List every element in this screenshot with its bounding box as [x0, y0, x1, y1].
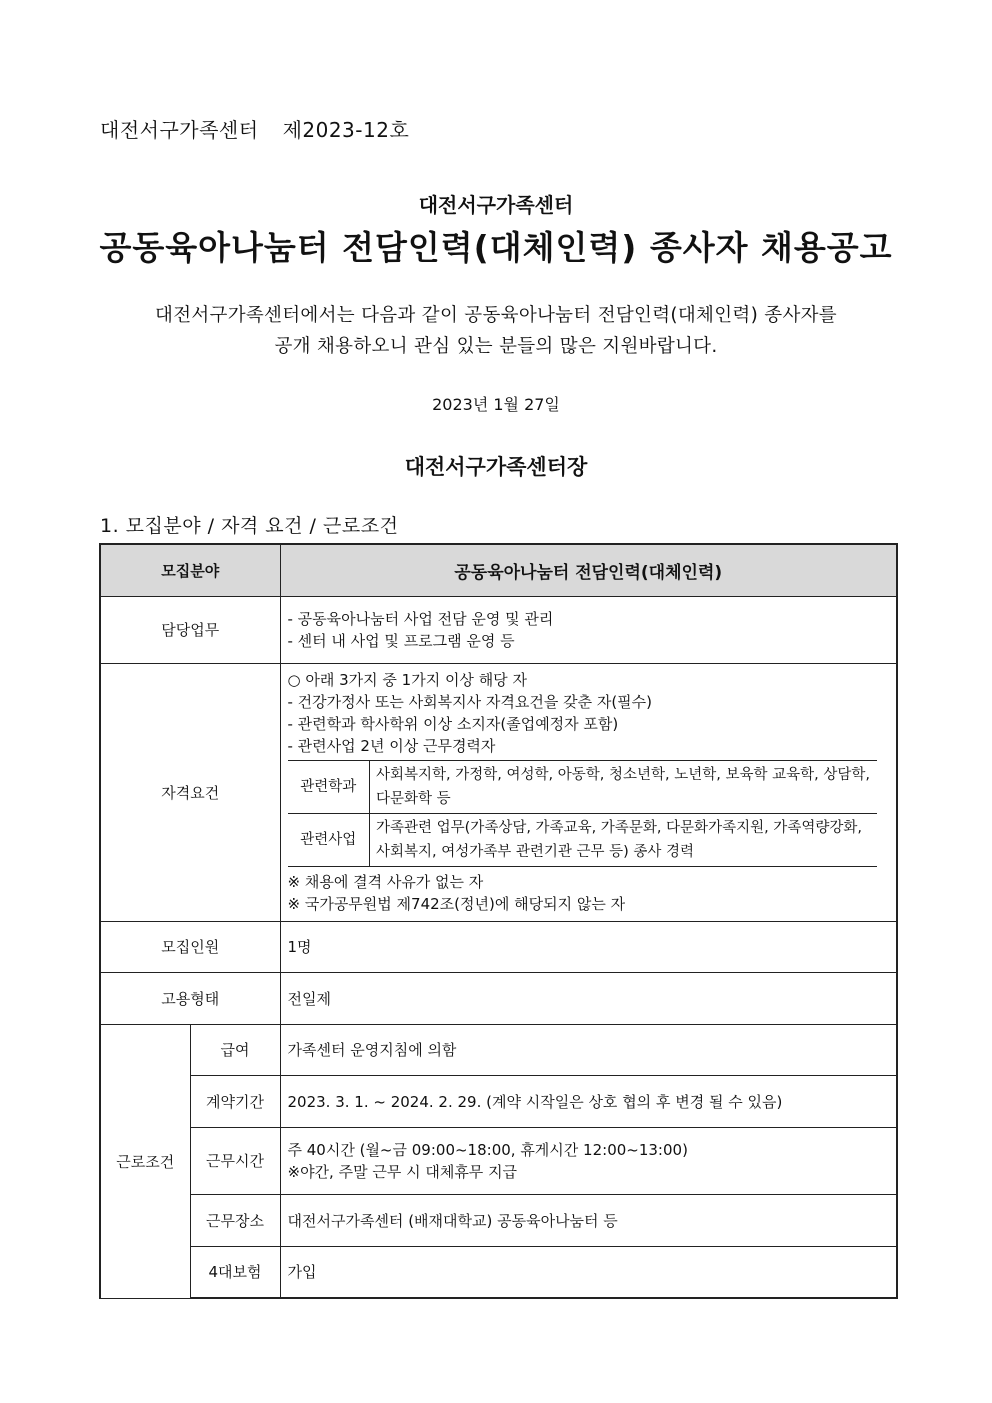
document-number: [100, 114, 409, 143]
qualification-note: ※ 채용에 결격 사유가 없는 자: [287, 873, 484, 891]
qualification-note: ※ 국가공무원법 제742조(정년)에 해당되지 않는 자: [287, 895, 626, 913]
hours-value: [280, 1127, 897, 1194]
salary-label: 급여: [190, 1024, 280, 1075]
place-label: 근무장소: [190, 1194, 280, 1246]
salary-value: 가족센터 운영지침에 의함: [280, 1024, 897, 1075]
related-fields-table: [288, 760, 877, 867]
header-label-cell: 모집분야: [100, 544, 280, 596]
signer: 대전서구가족센터장: [404, 455, 588, 479]
conditions-label: 근로조건: [100, 1024, 190, 1298]
intro-paragraph: [60, 300, 932, 362]
contract-label: 계약기간: [190, 1075, 280, 1127]
related-biz-value: 가족관련 업무(가족상담, 가족교육, 가족문화, 다문화가족지원, 가족역량강화, 사회복지, 여성가족부 관련기관 근무 등) 종사 경력: [370, 814, 877, 867]
duty-item: - 공동육아나눔터 사업 전담 운영 및 관리: [287, 609, 554, 628]
related-biz-label: 관련사업: [288, 814, 370, 867]
contract-value: 2023. 3. 1. ~ 2024. 2. 29. (계약 시작일은 상호 협의 후 변경 될 수 있음): [280, 1075, 897, 1127]
hours-label: 근무시간: [190, 1127, 280, 1194]
employment-type-value: 전일제: [280, 972, 897, 1024]
duties-value: [280, 596, 897, 663]
recruitment-table: [99, 543, 898, 1299]
intro-line-2: 공개 채용하오니 관심 있는 분들의 많은 지원바랍니다.: [274, 336, 718, 357]
announcement-date: 2023년 1월 27일: [432, 395, 560, 414]
related-dept-value: 사회복지학, 가정학, 여성학, 아동학, 청소년학, 노년학, 보육학 교육학, 상담학, 다문화학 등: [370, 761, 877, 814]
headcount-label: 모집인원: [100, 921, 280, 972]
page-title: 공동육아나눔터 전담인력(대체인력) 종사자 채용공고: [99, 228, 893, 267]
insurance-value: 가입: [280, 1246, 897, 1298]
section-heading: 1. 모집분야 / 자격 요건 / 근로조건: [100, 515, 399, 537]
related-dept-label: 관련학과: [288, 761, 370, 814]
intro-line-1: 대전서구가족센터에서는 다음과 같이 공동육아나눔터 전담인력(대체인력) 종사자를: [155, 305, 837, 326]
doc-number-org: 대전서구가족센터: [100, 118, 259, 142]
hours-line-2: ※야간, 주말 근무 시 대체휴무 지급: [287, 1162, 518, 1181]
qualification-line: - 관련사업 2년 이상 근무경력자: [287, 737, 496, 755]
headcount-value: 1명: [280, 921, 897, 972]
doc-number-no: 제2023-12호: [282, 118, 410, 142]
qualification-line: - 건강가정사 또는 사회복지사 자격요건을 갖춘 자(필수): [287, 693, 653, 711]
qualification-line: ○ 아래 3가지 중 1가지 이상 해당 자: [287, 671, 527, 689]
header-value-cell: 공동육아나눔터 전담인력(대체인력): [280, 544, 897, 596]
qualification-line: - 관련학과 학사학위 이상 소지자(졸업예정자 포함): [287, 715, 619, 733]
insurance-label: 4대보험: [190, 1246, 280, 1298]
qualification-label: 자격요건: [100, 663, 280, 921]
place-value: 대전서구가족센터 (배재대학교) 공동육아나눔터 등: [280, 1194, 897, 1246]
employment-type-label: 고용형태: [100, 972, 280, 1024]
duties-label: 담당업무: [100, 596, 280, 663]
organization-name: 대전서구가족센터: [418, 193, 574, 217]
hours-line-1: 주 40시간 (월~금 09:00~18:00, 휴게시간 12:00~13:00): [287, 1140, 688, 1159]
qualification-value: [280, 663, 897, 921]
duty-item: - 센터 내 사업 및 프로그램 운영 등: [287, 631, 515, 650]
